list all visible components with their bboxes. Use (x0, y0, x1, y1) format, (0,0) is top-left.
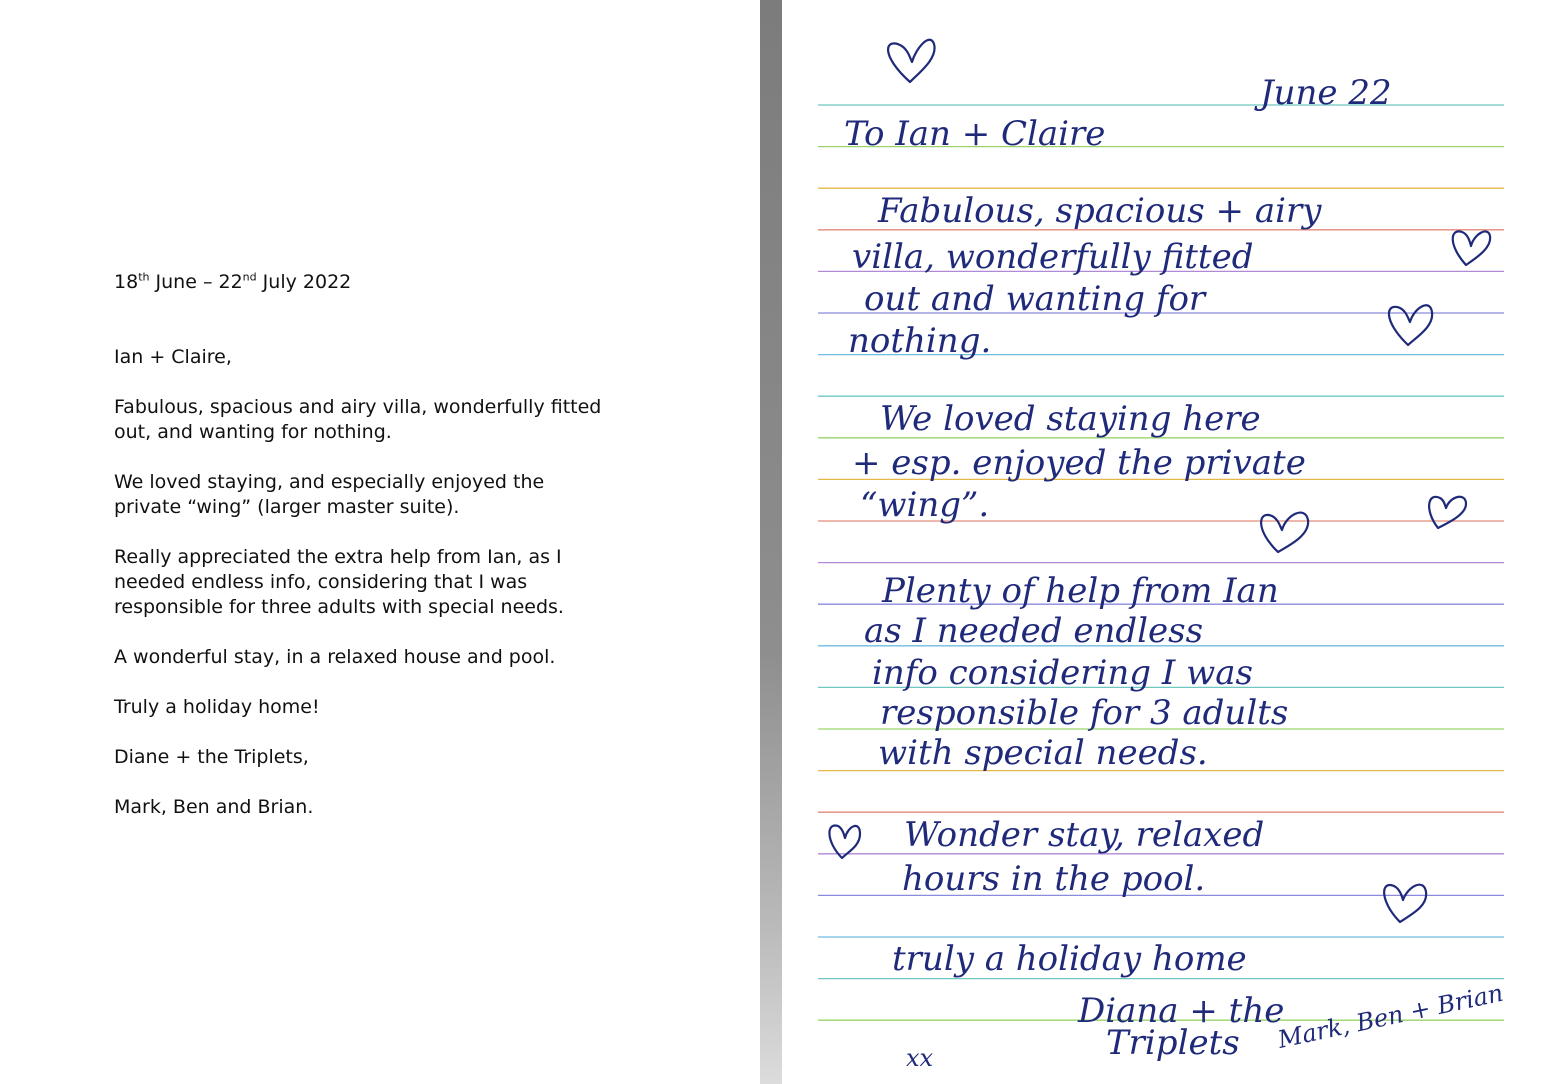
note-line: out and wanting for (864, 279, 1206, 319)
paragraph-3-line-1: Really appreciated the extra help from Ian, as I (114, 546, 562, 568)
note-line: villa, wonderfully fitted (852, 237, 1254, 277)
heart-doodle-icon (1261, 513, 1308, 552)
signoff-2: Mark, Ben and Brian. (114, 796, 314, 818)
note-signature-line-2: Triplets (1106, 1023, 1240, 1063)
paragraph-2-line-2: private “wing” (larger master suite). (114, 496, 460, 518)
heart-doodle-icon (1384, 885, 1426, 922)
salutation: Ian + Claire, (114, 346, 232, 368)
note-date: June 22 (1260, 73, 1392, 113)
date-range-middle: June – 22 (149, 271, 243, 293)
note-line: nothing. (848, 321, 992, 361)
end-day-suffix: nd (242, 270, 257, 284)
heart-doodle-icon (1389, 305, 1432, 345)
note-line: truly a holiday home (892, 939, 1247, 979)
date-range (114, 270, 674, 295)
note-signature-line-1: Diana + the (1078, 991, 1285, 1031)
note-kisses: xx (906, 1044, 934, 1072)
note-line: Fabulous, spacious + airy (878, 191, 1322, 231)
note-line: Wonder stay, relaxed (904, 815, 1265, 855)
note-line: as I needed endless (864, 611, 1204, 651)
heart-doodle-icon (888, 40, 934, 82)
note-signature-names: Mark, Ben + Brian (1275, 978, 1506, 1054)
start-day-suffix: th (138, 270, 150, 284)
note-line: + esp. enjoyed the private (852, 443, 1306, 483)
typed-transcription (114, 270, 674, 820)
paragraph-1-line-2: out, and wanting for nothing. (114, 421, 392, 443)
note-line: responsible for 3 adults (880, 693, 1289, 733)
paragraph-5: Truly a holiday home! (114, 696, 320, 718)
note-line: We loved staying here (880, 399, 1261, 439)
paragraph-1-line-1: Fabulous, spacious and airy villa, wonderfully fitted (114, 396, 602, 418)
signoff-1: Diane + the Triplets, (114, 746, 309, 768)
start-day: 18 (114, 271, 139, 293)
date-range-end: July 2022 (256, 271, 352, 293)
paragraph-2-line-1: We loved staying, and especially enjoyed the (114, 471, 545, 493)
note-line: “wing”. (860, 485, 990, 525)
note-greeting: To Ian + Claire (844, 114, 1106, 154)
heart-doodle-icon (829, 825, 860, 858)
note-line: hours in the pool. (902, 859, 1206, 899)
paragraph-3-line-2: needed endless info, considering that I was (114, 571, 528, 593)
paragraph-3-line-3: responsible for three adults with special needs. (114, 596, 564, 618)
handwriting-layer (760, 0, 1542, 1084)
heart-doodle-icon (1453, 231, 1490, 265)
note-line: Plenty of help from Ian (882, 571, 1279, 611)
handwritten-note-scan (760, 0, 1542, 1084)
note-line: info considering I was (872, 653, 1253, 693)
paragraph-4: A wonderful stay, in a relaxed house and pool. (114, 646, 556, 668)
heart-doodle-icon (1429, 497, 1466, 528)
note-line: with special needs. (878, 733, 1208, 773)
